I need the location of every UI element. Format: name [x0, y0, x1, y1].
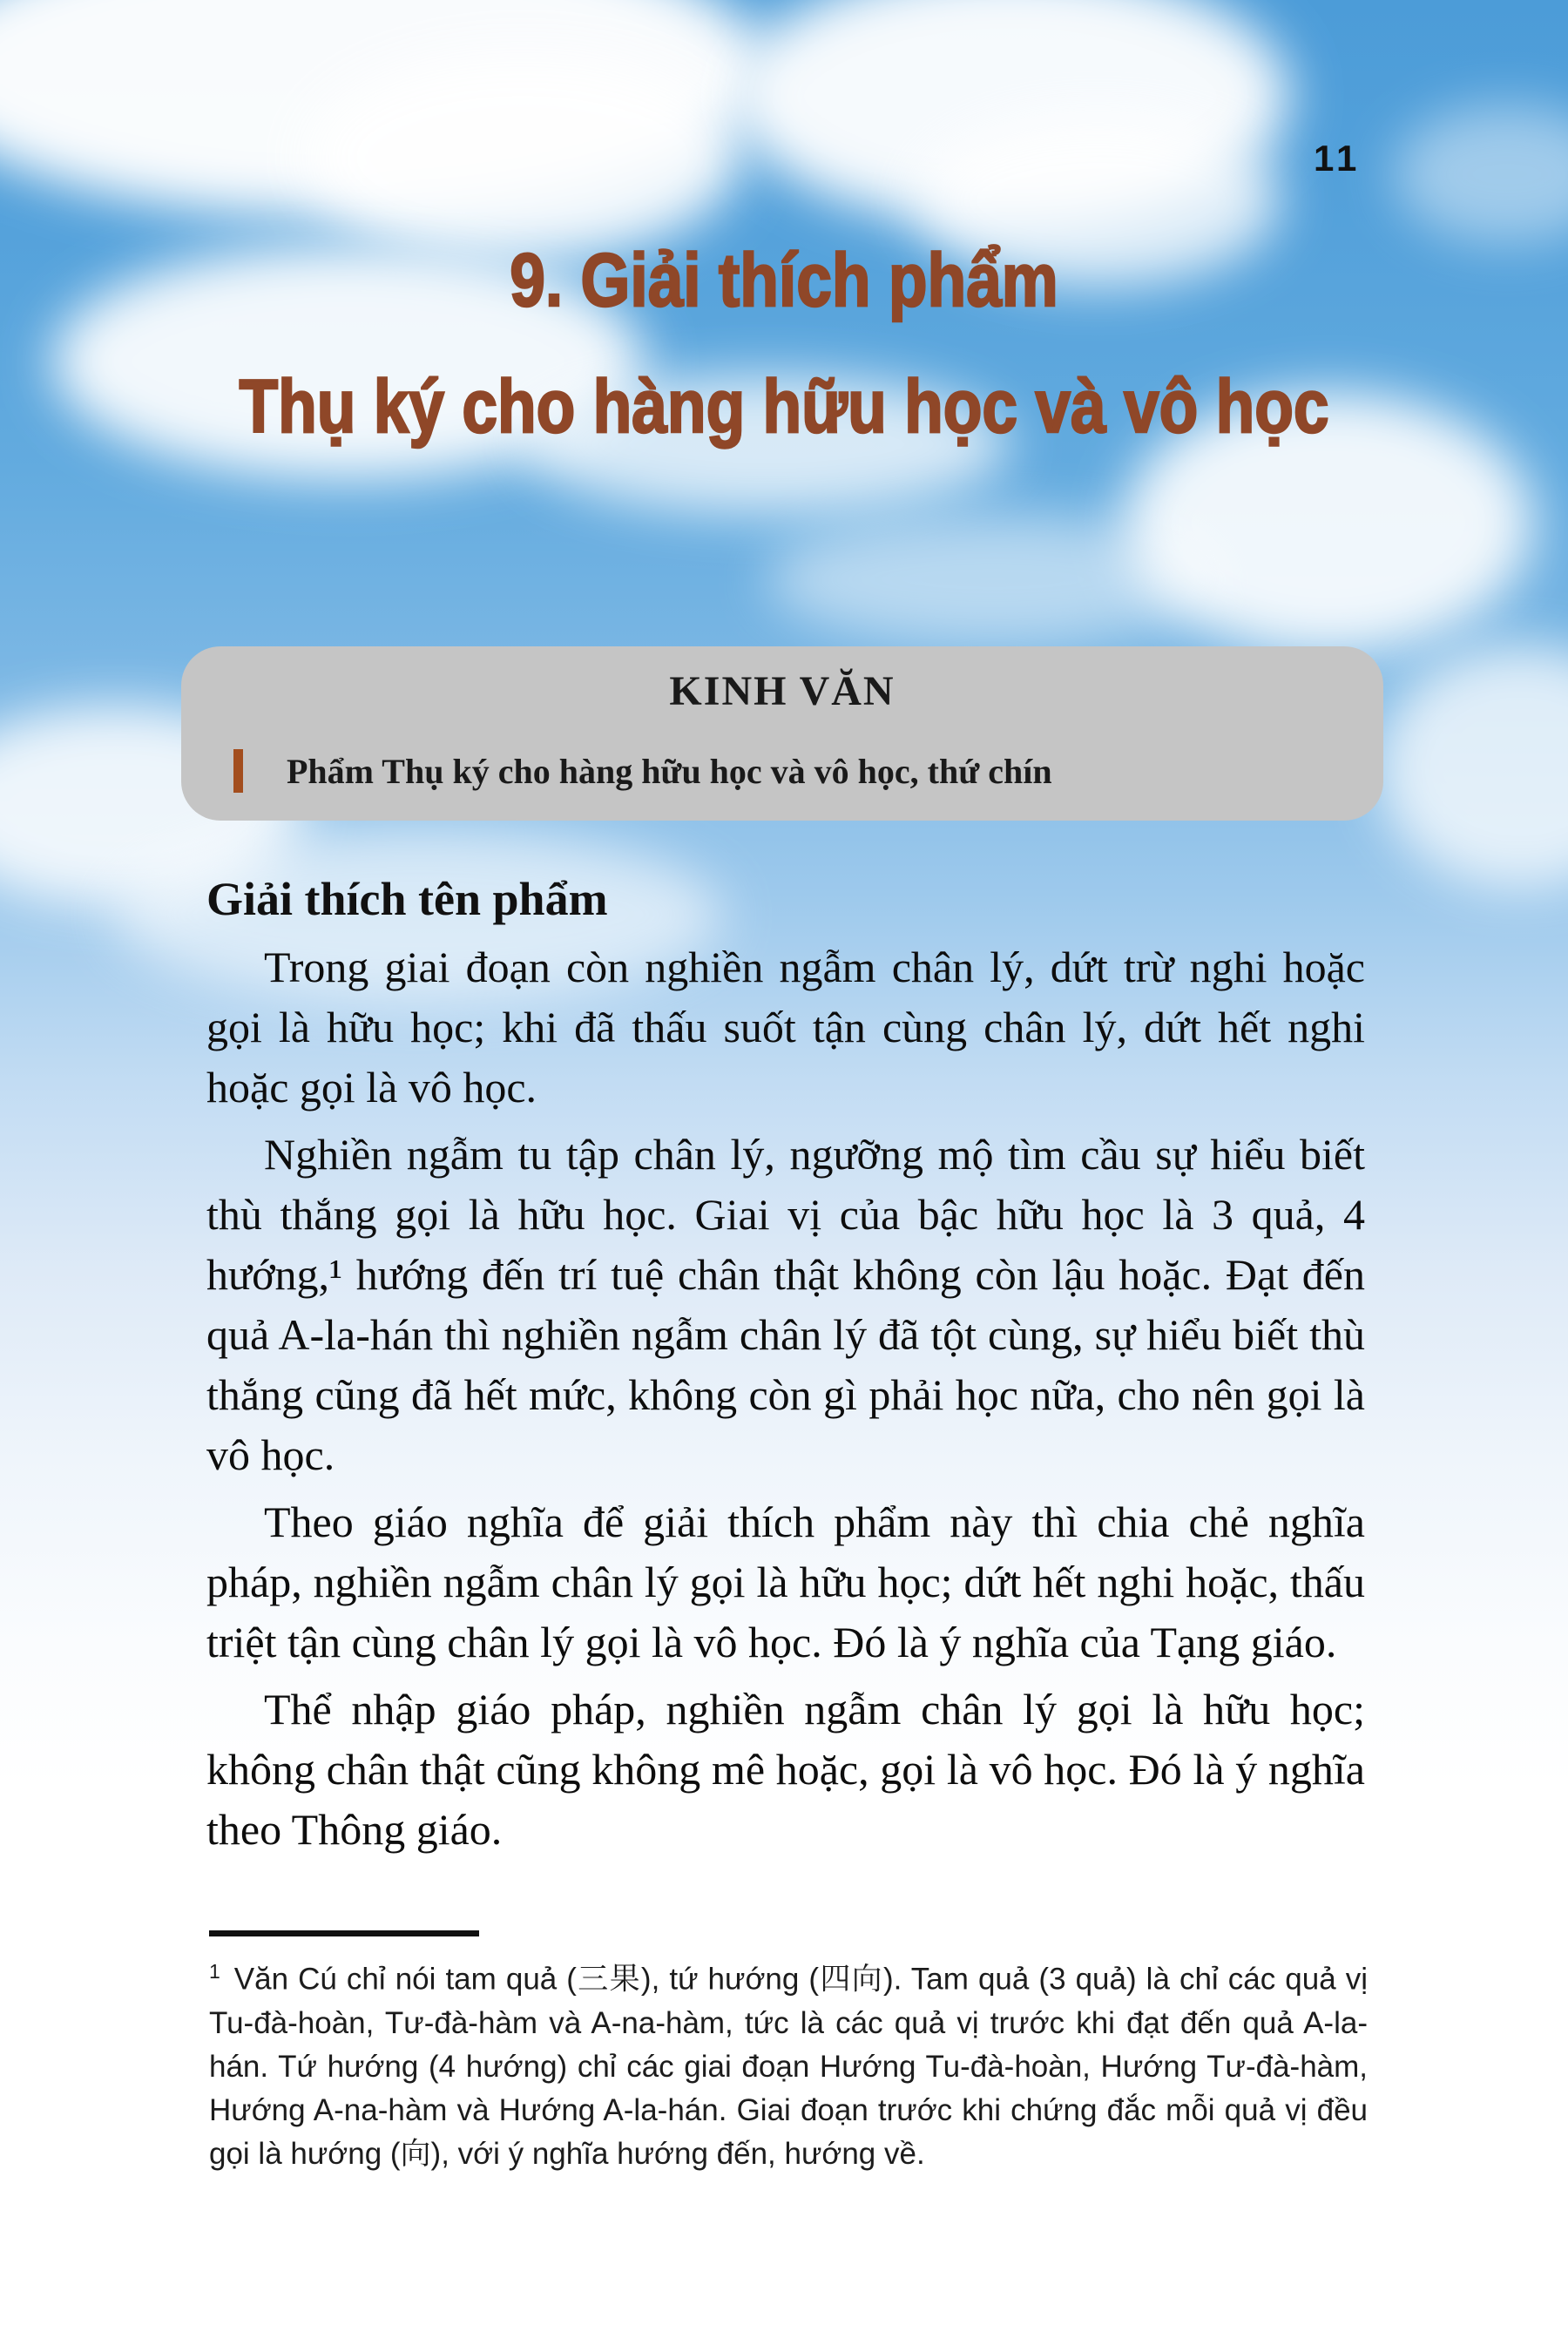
- body-paragraph: Nghiền ngẫm tu tập chân lý, ngưỡng mộ tìm cầu sự hiểu biết thù thắng gọi là hữu học. Giai vị của bậc hữu học là 3 quả, 4 hướng,¹ hướng đến trí tuệ chân thật không còn lậu hoặc. Đạt đến quả A-la-hán thì nghiền ngẫm chân lý đã tột cùng, sự hiểu biết thù thắng cũng đã hết mức, không còn gì phải học nữa, cho nên gọi là vô học.: [206, 1130, 1365, 1479]
- accent-bar: [233, 749, 243, 793]
- footnote: [209, 1950, 1368, 2176]
- body-paragraph: Thể nhập giáo pháp, nghiền ngẫm chân lý gọi là hữu học; không chân thật cũng không mê hoặc, gọi là vô học. Đó là ý nghĩa theo Thông giáo.: [206, 1685, 1365, 1854]
- body-paragraph: Trong giai đoạn còn nghiền ngẫm chân lý, dứt trừ nghi hoặc gọi là hữu học; khi đã thấu suốt tận cùng chân lý, dứt hết nghi hoặc gọi là vô học.: [206, 943, 1365, 1112]
- footnote-marker: 1: [209, 1960, 220, 1983]
- cloud: [1376, 645, 1568, 889]
- chapter-title-line2: Thụ ký cho hàng hữu học và vô học: [239, 365, 1329, 449]
- section-heading: Giải thích tên phẩm: [206, 873, 608, 925]
- footnote-separator: [209, 1930, 479, 1936]
- cloud: [767, 514, 1220, 645]
- page-number: 11: [1314, 138, 1362, 179]
- kinh-van-heading: KINH VĂN: [669, 668, 896, 714]
- kinh-van-subtitle: Phẩm Thụ ký cho hàng hữu học và vô học, thứ chín: [287, 751, 1052, 791]
- chapter-title-line1: 9. Giải thích phẩm: [510, 239, 1058, 322]
- chapter-title: [118, 218, 1450, 470]
- kinh-van-subtitle-row: [233, 749, 1052, 793]
- body-paragraph: Theo giáo nghĩa để giải thích phẩm này thì chia chẻ nghĩa pháp, nghiền ngẫm chân lý gọi là hữu học; dứt hết nghi hoặc, thấu triệt tận cùng chân lý gọi là vô học. Đó là ý nghĩa của Tạng giáo.: [206, 1497, 1365, 1666]
- footnote-text: Văn Cú chỉ nói tam quả (三果), tứ hướng (四向). Tam quả (3 quả) là chỉ các quả vị Tu-đà-hoàn, Tư-đà-hàm và A-na-hàm, tức là các quả vị trước khi đạt đến quả A-la-hán. Tứ hướng (4 hướng) chỉ các giai đoạn Hướng Tu-đà-hoàn, Hướng Tư-đà-hàm, Hướng A-na-hàm và Hướng A-la-hán. Giai đoạn trước khi chứng đắc mỗi quả vị đều gọi là hướng (向), với ý nghĩa hướng đến, hướng về.: [209, 1962, 1368, 2171]
- kinh-van-box: [181, 646, 1383, 821]
- main-content: [206, 873, 1365, 1867]
